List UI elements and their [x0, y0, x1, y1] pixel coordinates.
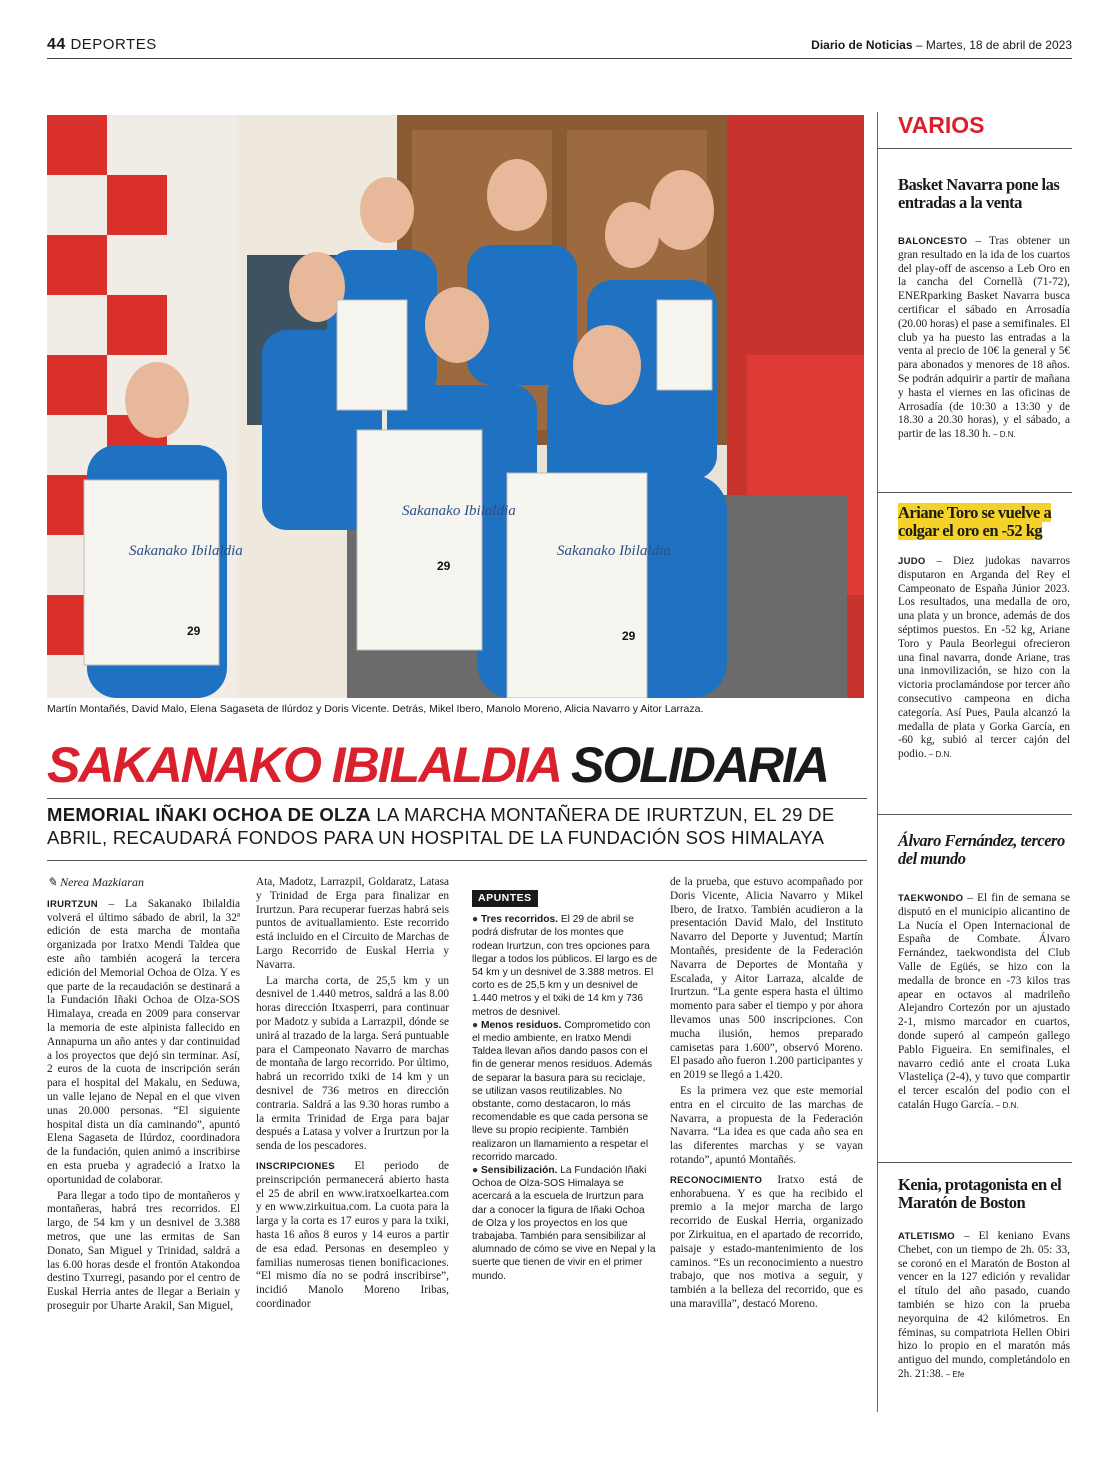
poster-date-left: 29	[187, 624, 201, 638]
subhead-kicker: MEMORIAL IÑAKI OCHOA DE OLZA	[47, 804, 371, 825]
bullet-icon: ●	[472, 1165, 481, 1177]
divider	[47, 798, 867, 799]
headline	[47, 735, 867, 795]
byline: Nerea Mazkiaran	[60, 875, 144, 889]
headline-black: SOLIDARIA	[571, 737, 829, 793]
group-photo	[47, 115, 864, 698]
divider	[877, 148, 1072, 149]
apunte-text: La Fundación Iñaki Ochoa de Olza-SOS Himalaya se acercará a la escuela de Irurtzun para dar a conocer la figura de Iñaki Ochoa de Olza y los proyectos en los que trabajaba. También para sensibilizar al alumnado de cómo se vive en Nepal y la suerte que tienen de vivir en el primer mundo.	[472, 1165, 656, 1282]
sidebar-divider	[877, 112, 878, 1412]
brief-lead: ATLETISMO	[898, 1231, 955, 1242]
brief-body: ATLETISMO – El keniano Evans Chebet, con un tiempo de 2h. 05: 33, se coronó en el Maratón de Boston al vencer en la 127 edición y revalidar el título del año pasado, cuando también se hizo con la prueba neyorquina de 42 kilómetros. En féminas, su compatriota Hellen Obiri hizo lo propio en el maratón más antiguo del mundo, completándolo en 2h. 21:38. – Efe	[898, 1230, 1070, 1380]
body-text: Es la primera vez que este memorial entra en el circuito de las marchas de Navarra, a propuesta de la Federación Navarra. “La idea es que cada año sea en las diferentes marchas y se vayan rotando”, apuntó Montañés.	[670, 1084, 863, 1166]
apuntes-box	[472, 890, 658, 1283]
brief-headline: Basket Navarra pone las entradas a la venta	[898, 175, 1060, 212]
body-text: Iratxo está de enhorabuena. Y es que ha recibido el premio a la mejor marcha de largo recorrido de Euskal Herria, organizado por Zirkuitua, en el apartado de recorrido, paisaje y estado-mantenimiento de los caminos. “Es un reconocimiento a nuestro trabajo, que nos motiva a seguir, y también a la belleza del recorrido, que es una maravilla”, destacó Moreno.	[670, 1173, 863, 1310]
brief-headline: Kenia, protagonista en el Maratón de Boston	[898, 1175, 1062, 1212]
apuntes-tag: APUNTES	[472, 890, 538, 907]
poster-date-right: 29	[622, 629, 636, 643]
apunte-text: El 29 de abril se podrá disfrutar de los montes que rodean Irurtzun, con tres opciones para llegar a todos los públicos. El largo es de 54 km y un desnivel de 3.388 metros. El corto es de 25,5 km y un desnivel de 1.440 metros y el txiki de 14 km y 736 metros de desnivel.	[472, 914, 658, 1018]
body-text: – La Sakanako Ibilaldia volverá el último sábado de abril, la 32ª edición de esta marcha de montaña organizada por Iratxo Mendi Taldea que este año también acogerá la tercera edición del Memorial Ochoa de Olza. Y es que parte de la recaudación se destinará a la Fundación Iñaki Ochoa de Olza-SOS Himalaya, creada en 2009 para conservar la memoria de este alpinista fallecido en Annapurna un año antes y dar continuidad a los proyectos que dejó sin terminar. Así, 2 euros de la cuota de inscripción serán para el hospital del Makalu, en Seduwa, un valle lejano de Nepal en el que viven unas 20.000 personas. “El siguiente hospital dista un día caminando”, apuntó Elena Sagaseta de Ilúrdoz, coordinadora de la fundación, quien animó a inscribirse en esta prueba y agradeció a Iratxo la oportunidad de colaborar.	[47, 897, 240, 1186]
page-header	[47, 36, 1072, 59]
brief-body: BALONCESTO – Tras obtener un gran resultado en la ida de los cuartos del play-off de ascenso a Leb Oro en la cancha del Cornellà (71-72), ENERparking Basket Navarra busca certificar el sábado en Arrosadía (20.00 horas) el pase a semifinales. El club ya ha puesto las entradas a la venta al precio de 10€ la general y 5€ para abonados y menores de 18 años. Se podrán adquirir a partir de mañana y hasta el viernes en las oficinas de Arrosadía (de 10:30 a 13:30 y de 18.30 a 20.30 horas), y el sábado, a partir de las 18.30 h. – D.N.	[898, 235, 1070, 441]
brief-headline: Álvaro Fernández, tercero del mundo	[898, 831, 1065, 868]
brief-signature: – D.N.	[926, 750, 952, 760]
paper-name: Diario de Noticias	[811, 38, 913, 52]
brief-headline: Ariane Toro se vuelve a colgar el oro en -52 kg	[898, 503, 1052, 540]
section-lead: INSCRIPCIONES	[256, 1160, 335, 1172]
issue-date: – Martes, 18 de abril de 2023	[915, 38, 1072, 52]
apunte-title: Sensibilización.	[480, 1165, 558, 1177]
column-4	[670, 876, 863, 1314]
byline-icon: ✎	[47, 875, 61, 889]
brief-lead: JUDO	[898, 556, 926, 567]
column-1	[47, 876, 240, 1316]
divider	[877, 1162, 1072, 1163]
apunte-text: Comprometido con el medio ambiente, en Iratxo Mendi Taldea llevan años dando pasos con el fin de generar menos residuos. Además de separar la basura para su reciclaje, se utilizan vasos reutilizables. No obstante, como destacaron, lo más recomendable es que cada persona se lleve su propio recipiente. También realizaron un llamamiento a respetar el recorrido marcado.	[472, 1019, 653, 1163]
page-number: 44	[47, 36, 66, 53]
body-text: Ata, Madotz, Larrazpil, Goldaratz, Latasa y Trinidad de Erga para finalizar en Irurtzun. Para recuperar fuerzas habrá seis puntos de avituallamiento. Este recorrido está incluido en el Circuito de Marchas de Largo Recorrido de Euskal Herria y Navarra.	[256, 876, 449, 971]
brief-signature: – D.N.	[993, 1100, 1019, 1110]
section-name: DEPORTES	[70, 36, 157, 53]
column-2	[256, 876, 449, 1314]
subheadline	[47, 803, 867, 849]
apunte-title: Menos residuos.	[480, 1019, 562, 1031]
divider	[47, 860, 867, 861]
subhead-text: LA MARCHA MONTAÑERA DE IRURTZUN, EL 29 DE ABRIL, RECAUDARÁ FONDOS PARA UN HOSPITAL DE LA FUNDACIÓN SOS HIMALAYA	[47, 804, 835, 848]
divider	[877, 492, 1072, 493]
divider	[877, 814, 1072, 815]
bullet-icon: ●	[472, 914, 481, 926]
section-lead: RECONOCIMIENTO	[670, 1174, 763, 1186]
brief-body: TAEKWONDO – El fin de semana se disputó en el municipio alicantino de La Nucía el Open Internacional de España de Combate. Álvaro Fernández, taekwondista del Club Valle de Egüés, se hizo con la medalla de bronce en -73 kilos tras apear en octavos al madrileño Alejandro Cortezón por un ajustado 2-1, mismo marcador en cuartos, donde superó al campeón gallego Pablo Figueira. En semifinales, el navarro cedió ante el croata Luka Vlasteliça (2-4), y tuvo que compartir el tercer escalón del podio con el catalán Hugo García. – D.N.	[898, 892, 1070, 1111]
body-text: La marcha corta, de 25,5 km y un desnivel de 1.440 metros, saldrá a las 8.00 horas dirección Itxasperri, para continuar por Madotz y subida a Larrazpil, dónde se unirá al trazado de la larga. Será puntuable para el Campeonato Navarro de marchas de montaña de largo recorrido. Por último, habrá un recorrido txiki de 14 km y un desnivel de 736 metros en dirección contraria. Saldrá a las 9.30 horas rumbo a la ermita Trinidad de Erga para bajar después a Latasa y volver a Irurtzun por la senda de los pescadores.	[256, 974, 450, 1153]
body-text: de la prueba, que estuvo acompañado por Doris Vicente, Alicia Navarro y Mikel Ibero, de Iratxo. También acudieron a la presentación David Malo, del Instituto Navarro del Deporte y Juventud; Martín Montañés, presidente de la Federación Navarra de Deportes de Montaña y Escalada, y Aitor Larraza, alcalde de Irurtzun. “La gente espera hasta el último momento para saber el tiempo y por ahora llevamos unas 500 inscripciones. Con mucha ilusión, hemos preparado camisetas para 1.600”, observó Moreno. El pasado año fueron 1.200 participantes y en 2019 se llegó a 1.420.	[670, 876, 863, 1082]
group-photo-illustration	[47, 115, 864, 698]
bullet-icon: ●	[472, 1019, 481, 1031]
brief-body: JUDO – Diez judokas navarros disputaron en Arganda del Rey el Campeonato de España Júnior 2023. Los resultados, una medalla de oro, una plata y un bronce, además de dos séptimos puestos. En -52 kg, Ariane Toro y Paula Beorlegui ofrecieron una final navarra, donde Ariane, tras una inmovilización, se hizo con la victoria proclamándose por tercer año consecutivo campeona en dicha categoría. Así Pues, Paula alcanzó la medalla de plata y Gorka García, en -60 kg, subió al tercer cajón del podio. – D.N.	[898, 555, 1070, 761]
poster-title-right: Sakanako Ibilaldia	[557, 543, 671, 559]
body-text: Para llegar a todo tipo de montañeros y montañeras, habrá tres recorridos. El largo, de 54 km y un desnivel de 3.388 metros, que une las ermitas de San Donato, San Miguel y Trinidad, saldrá a las 6.00 horas desde el frontón Atakondoa destino Txurregi, pasando por el centro de Euskal Herria antes de llegar a Beriain y proseguir por Uharte Arakil, San Miguel,	[47, 1189, 240, 1312]
brief-lead: TAEKWONDO	[898, 893, 964, 904]
dateline: IRURTZUN	[47, 898, 98, 910]
poster-date-middle: 29	[437, 559, 451, 573]
photo-caption: Martín Montañés, David Malo, Elena Sagaseta de Ilúrdoz y Doris Vicente. Detrás, Mikel Ibero, Manolo Moreno, Alicia Navarro y Aitor Larraza.	[47, 703, 704, 715]
brief-lead: BALONCESTO	[898, 236, 968, 247]
body-text: El periodo de preinscripción permanecerá abierto hasta el 25 de abril en www.iratxoelkartea.com y en www.zirkuitua.com. La cuota para la larga y la corta es 17 euros y para la txiki, hasta 16 años 8 euros y 14 euros a partir de esa edad. Personas en desempleo y familias numerosas tienen bonificaciones. “El mismo día no se podrá inscribirse”, incidió Manolo Moreno Iribas, coordinador	[256, 1159, 449, 1310]
headline-red: SAKANAKO IBILALDIA	[47, 737, 560, 793]
brief-signature: – Efe	[943, 1369, 965, 1379]
sidebar-title: VARIOS	[898, 112, 985, 138]
poster-title-middle: Sakanako Ibilaldia	[402, 503, 516, 519]
apunte-title: Tres recorridos.	[480, 914, 558, 926]
poster-title-left: Sakanako Ibilaldia	[129, 543, 243, 559]
brief-signature: – D.N.	[990, 430, 1016, 440]
